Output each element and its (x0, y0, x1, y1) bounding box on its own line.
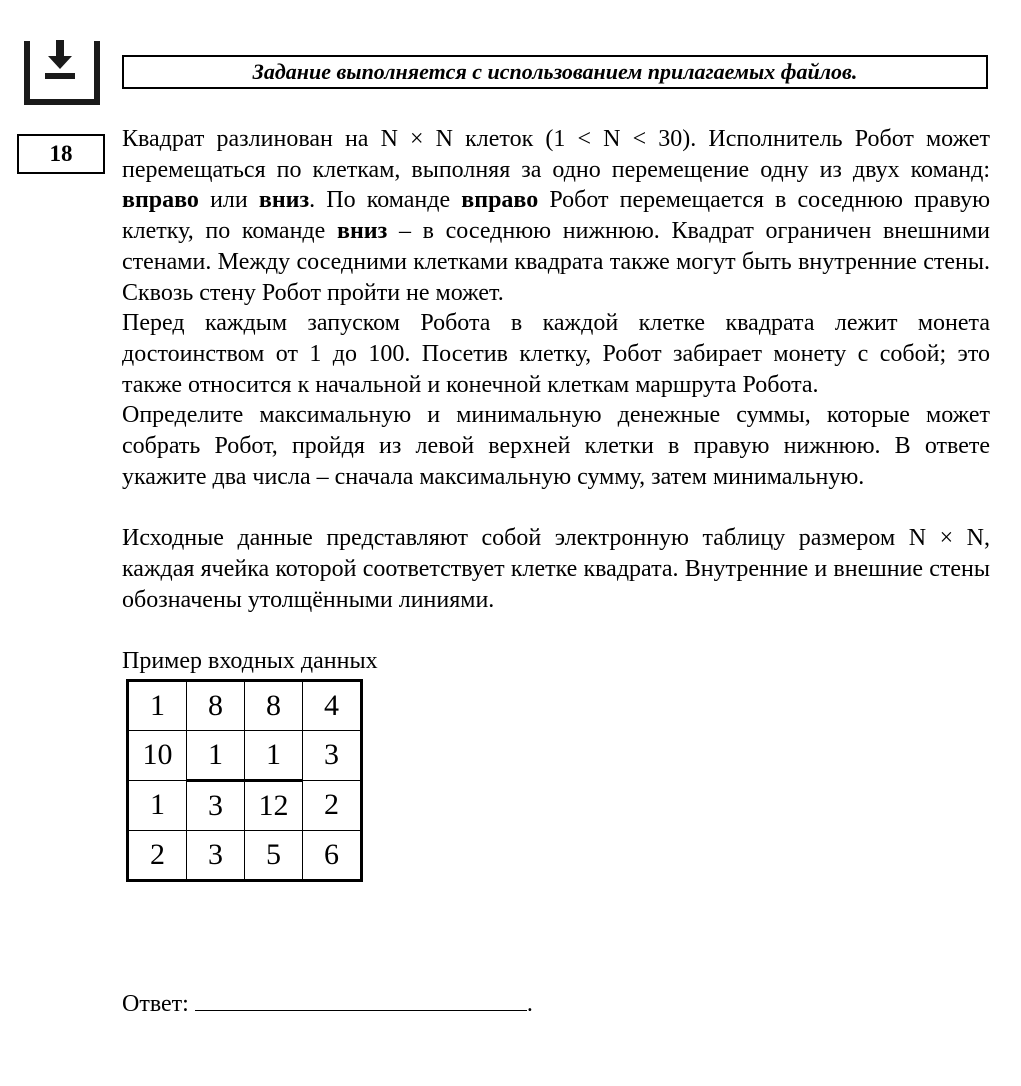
answer-field[interactable] (195, 988, 527, 1011)
grid-row (128, 830, 362, 880)
grid-cell: 2 (303, 780, 362, 830)
grid-cell: 4 (303, 680, 362, 730)
grid-cell: 12 (245, 780, 303, 830)
grid-row (128, 680, 362, 730)
grid-row (128, 780, 362, 830)
download-file-icon (24, 38, 100, 105)
sample-grid (126, 679, 363, 882)
sample-label: Пример входных данных (122, 647, 378, 674)
answer-tail: . (526, 991, 533, 1017)
grid-cell: 1 (187, 730, 245, 780)
task-number: 18 (17, 134, 105, 174)
grid-cell: 3 (187, 830, 245, 880)
grid-cell: 3 (187, 780, 245, 830)
task-paragraph-4: Исходные данные представляют собой электронную таблицу размером N × N, каждая ячейка которой соответствует клетке квадрата. Внутренние и внешние стены обозначены утолщёнными линиями. (122, 525, 990, 613)
task-paragraph-2: Перед каждым запуском Робота в каждой клетке квадрата лежит монета достоинством от 1 до 100. Посетив клетку, Робот забирает монету с собой; это также относится к начальной и конечной клеткам маршрута Робота. (122, 310, 990, 398)
task-text (122, 124, 990, 882)
grid-row (128, 730, 362, 780)
grid-cell: 2 (128, 830, 187, 880)
files-notice-banner: Задание выполняется с использованием прилагаемых файлов. (122, 55, 988, 89)
answer-label: Ответ: (122, 991, 189, 1017)
task-paragraph-3: Определите максимальную и минимальную денежные суммы, которые может собрать Робот, пройдя из левой верхней клетки в правую нижнюю. В ответе укажите два числа – сначала максимальную сумму, затем минимальную. (122, 402, 990, 490)
grid-cell: 10 (128, 730, 187, 780)
grid-cell: 8 (187, 680, 245, 730)
grid-cell: 6 (303, 830, 362, 880)
grid-cell: 5 (245, 830, 303, 880)
task-paragraph-1: Квадрат разлинован на N × N клеток (1 < N < 30). Исполнитель Робот может перемещаться по клеткам, выполняя за одно перемещение одну из двух команд: вправо или вниз. По команде вправо Робот перемещается в соседнюю правую клетку, по команде вниз – в соседнюю нижнюю. Квадрат ограничен внешними стенами. Между соседними клетками квадрата также могут быть внутренние стены. Сквозь стену Робот пройти не может. (122, 126, 991, 306)
grid-cell: 3 (303, 730, 362, 780)
grid-cell: 8 (245, 680, 303, 730)
grid-cell: 1 (128, 780, 187, 830)
grid-cell: 1 (245, 730, 303, 780)
answer-line (122, 988, 533, 1018)
grid-cell: 1 (128, 680, 187, 730)
